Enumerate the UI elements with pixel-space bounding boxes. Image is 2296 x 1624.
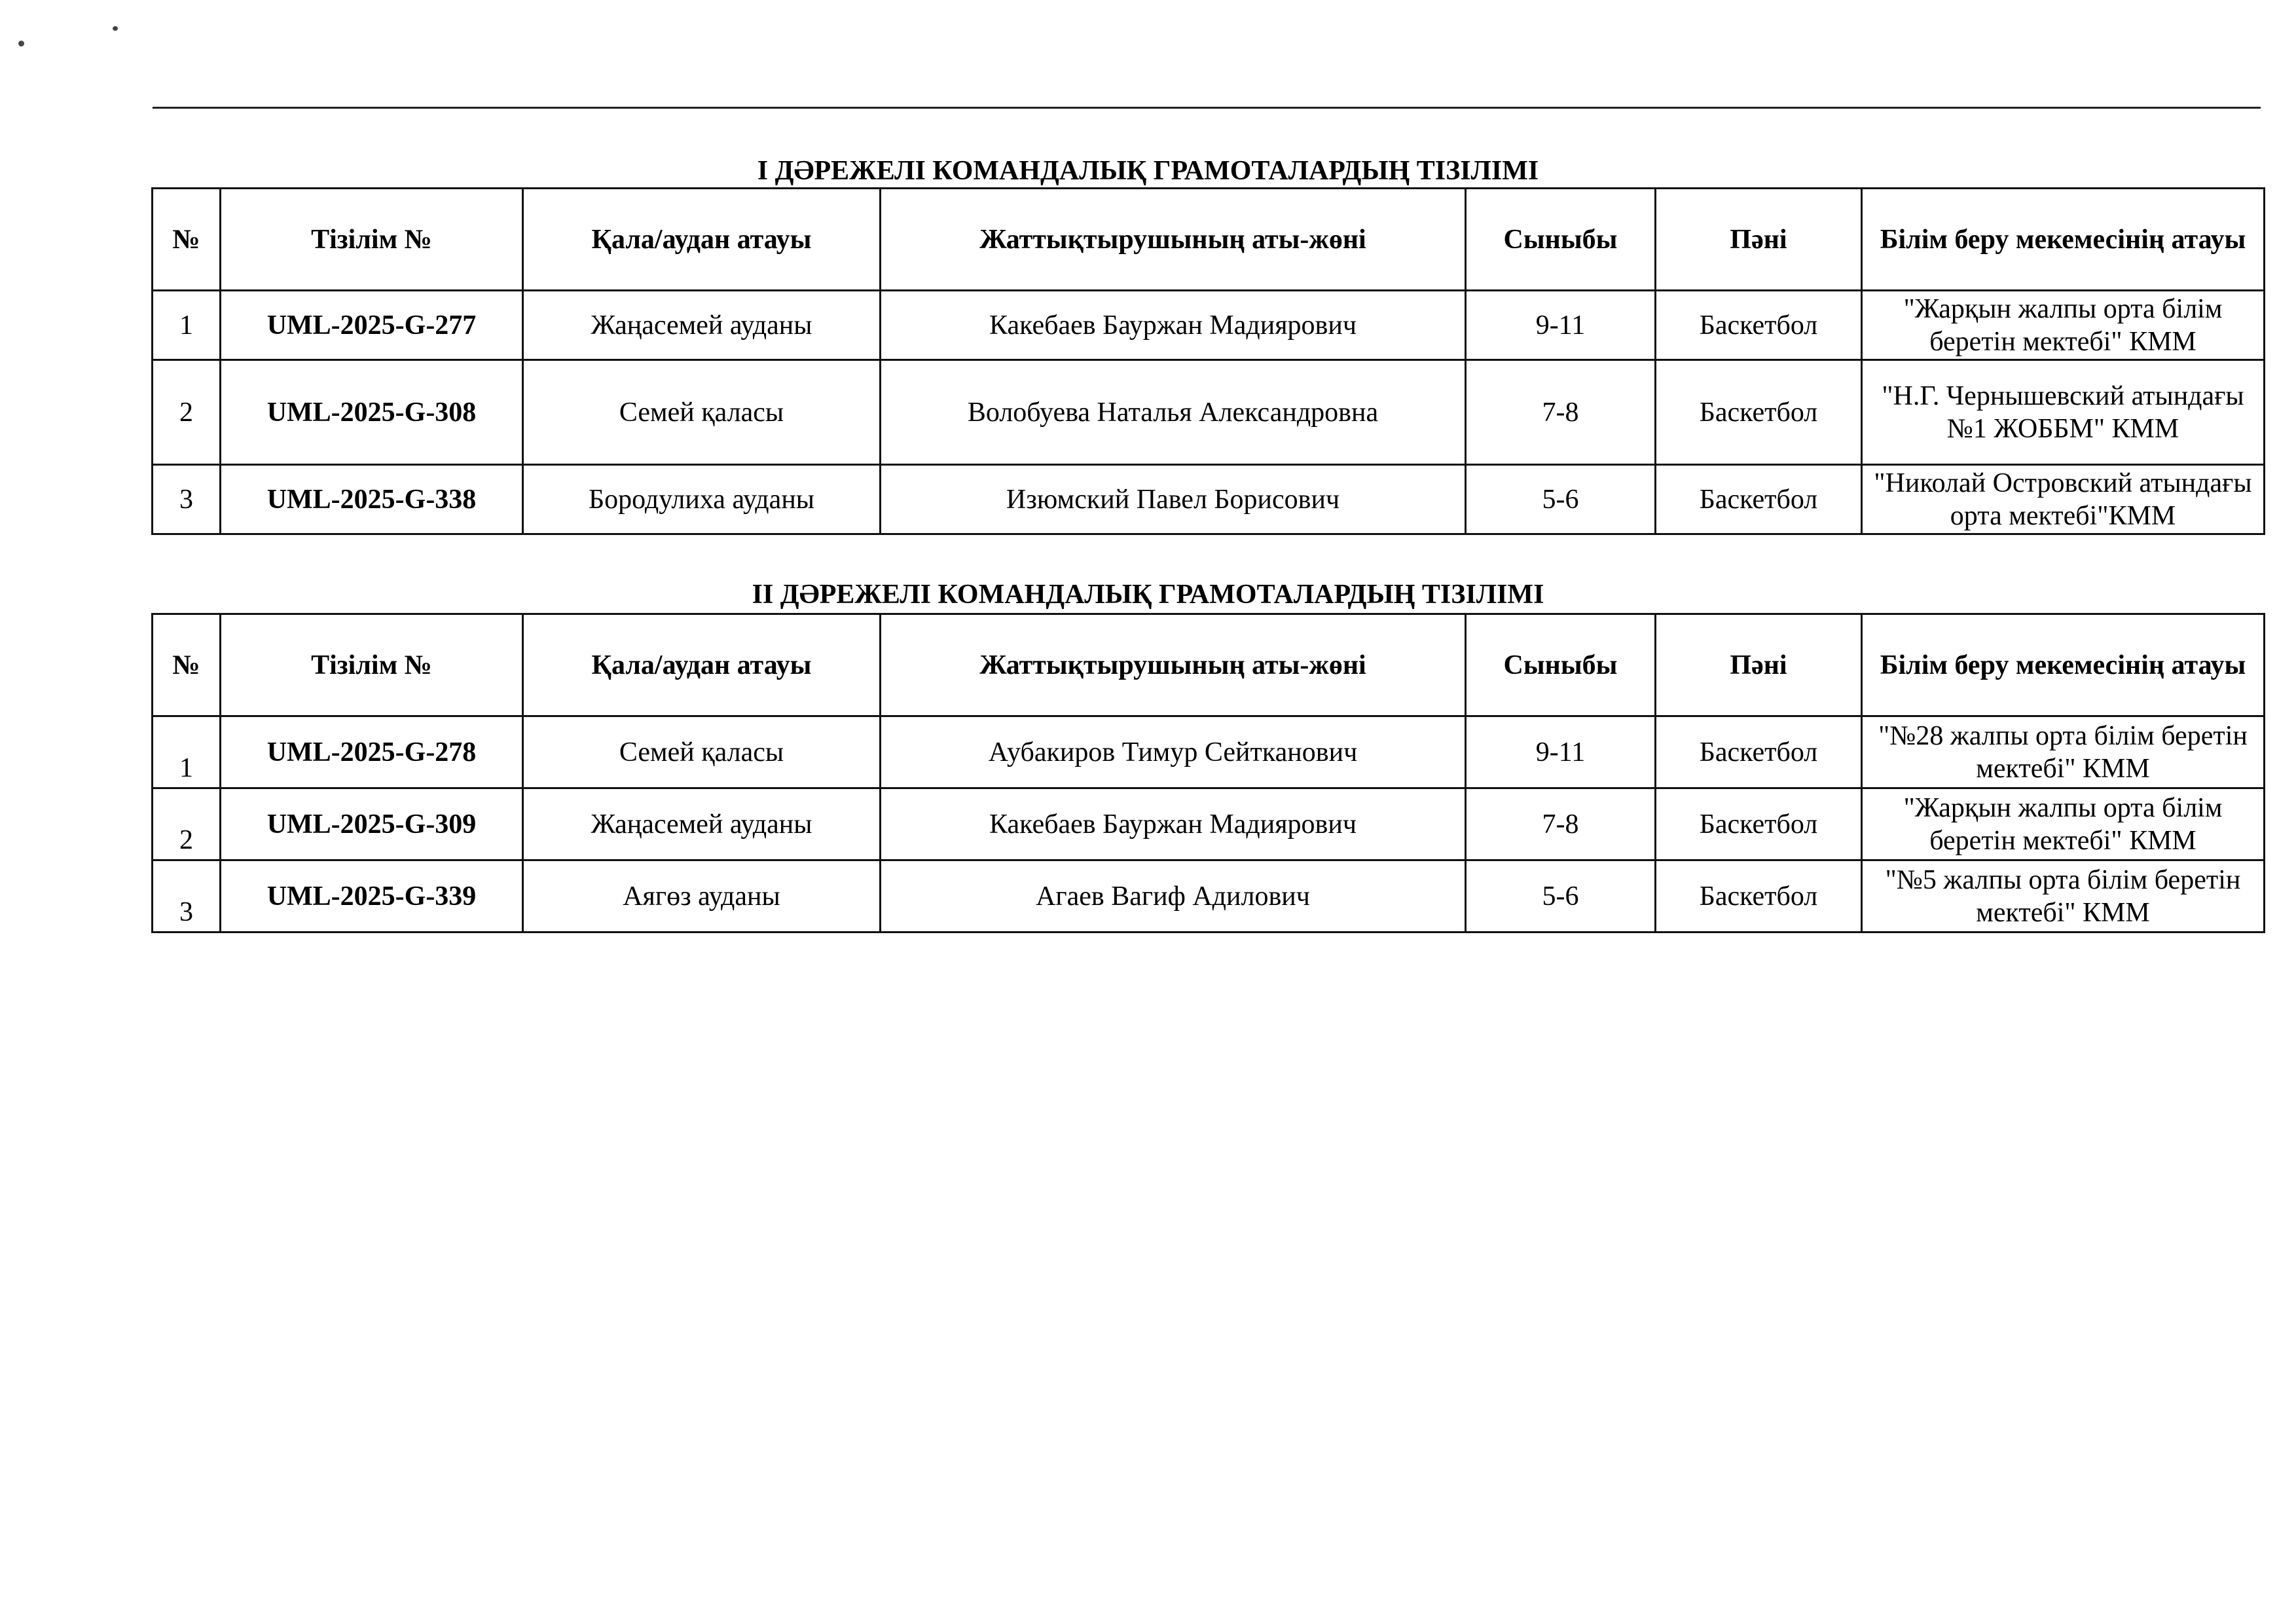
table-row: [153, 860, 2265, 932]
cell-district: Бородулиха ауданы: [523, 465, 881, 534]
header-grade: Сыныбы: [1466, 614, 1656, 716]
table-row: [153, 788, 2265, 860]
cell-coach: Аубакиров Тимур Сейтканович: [881, 716, 1466, 788]
cell-subject: Баскетбол: [1656, 788, 1862, 860]
cell-subject: Баскетбол: [1656, 860, 1862, 932]
header-subject: Пәні: [1656, 189, 1862, 291]
header-school: Білім беру мекемесінің атауы: [1862, 614, 2265, 716]
cell-school: "Жарқын жалпы орта білім беретін мектебі" КММ: [1862, 291, 2265, 360]
header-register-no: Тізілім №: [221, 614, 523, 716]
cell-district: Семей қаласы: [523, 360, 881, 465]
header-subject: Пәні: [1656, 614, 1862, 716]
table-header-row: [153, 614, 2265, 716]
cell-school: "Николай Островский атындағы орта мектебі"КММ: [1862, 465, 2265, 534]
table-row: [153, 360, 2265, 465]
table-row: [153, 716, 2265, 788]
header-register-no: Тізілім №: [221, 189, 523, 291]
header-number: №: [153, 189, 221, 291]
register-table-1: [151, 187, 2265, 535]
cell-number: 1: [153, 291, 221, 360]
cell-register-no: UML-2025-G-309: [221, 788, 523, 860]
cell-subject: Баскетбол: [1656, 465, 1862, 534]
cell-school: "Жарқын жалпы орта білім беретін мектебі" КММ: [1862, 788, 2265, 860]
cell-grade: 7-8: [1466, 788, 1656, 860]
cell-register-no: UML-2025-G-338: [221, 465, 523, 534]
cell-coach: Изюмский Павел Борисович: [881, 465, 1466, 534]
cell-district: Жаңасемей ауданы: [523, 788, 881, 860]
cell-number: 3: [153, 465, 221, 534]
cell-register-no: UML-2025-G-278: [221, 716, 523, 788]
cell-subject: Баскетбол: [1656, 360, 1862, 465]
cell-number: 1: [153, 716, 221, 788]
cell-grade: 5-6: [1466, 465, 1656, 534]
cell-school: "№5 жалпы орта білім беретін мектебі" КММ: [1862, 860, 2265, 932]
cell-district: Аягөз ауданы: [523, 860, 881, 932]
cell-subject: Баскетбол: [1656, 291, 1862, 360]
table-header-row: [153, 189, 2265, 291]
cell-register-no: UML-2025-G-339: [221, 860, 523, 932]
cell-grade: 7-8: [1466, 360, 1656, 465]
cell-coach: Какебаев Бауржан Мадиярович: [881, 788, 1466, 860]
cell-coach: Агаев Вагиф Адилович: [881, 860, 1466, 932]
cell-number: 3: [153, 860, 221, 932]
register-table-2: [151, 613, 2265, 933]
cell-coach: Какебаев Бауржан Мадиярович: [881, 291, 1466, 360]
scan-speck: [113, 26, 118, 31]
cell-grade: 5-6: [1466, 860, 1656, 932]
cell-district: Семей қаласы: [523, 716, 881, 788]
table-row: [153, 465, 2265, 534]
section-title-1: І ДӘРЕЖЕЛІ КОМАНДАЛЫҚ ГРАМОТАЛАРДЫҢ ТІЗІЛІМІ: [757, 156, 1539, 186]
header-coach: Жаттықтырушының аты-жөні: [881, 189, 1466, 291]
cell-grade: 9-11: [1466, 291, 1656, 360]
section-title-2: ІІ ДӘРЕЖЕЛІ КОМАНДАЛЫҚ ГРАМОТАЛАРДЫҢ ТІЗІЛІМІ: [752, 580, 1544, 610]
header-grade: Сыныбы: [1466, 189, 1656, 291]
scan-speck: [18, 41, 24, 46]
cell-number: 2: [153, 788, 221, 860]
cell-district: Жаңасемей ауданы: [523, 291, 881, 360]
header-school: Білім беру мекемесінің атауы: [1862, 189, 2265, 291]
cell-number: 2: [153, 360, 221, 465]
cell-register-no: UML-2025-G-308: [221, 360, 523, 465]
header-rule: [153, 107, 2261, 109]
cell-school: "№28 жалпы орта білім беретін мектебі" КММ: [1862, 716, 2265, 788]
cell-coach: Волобуева Наталья Александровна: [881, 360, 1466, 465]
table-row: [153, 291, 2265, 360]
header-district: Қала/аудан атауы: [523, 614, 881, 716]
cell-school: "Н.Г. Чернышевский атындағы №1 ЖОББМ" КММ: [1862, 360, 2265, 465]
cell-register-no: UML-2025-G-277: [221, 291, 523, 360]
header-district: Қала/аудан атауы: [523, 189, 881, 291]
cell-subject: Баскетбол: [1656, 716, 1862, 788]
header-coach: Жаттықтырушының аты-жөні: [881, 614, 1466, 716]
cell-grade: 9-11: [1466, 716, 1656, 788]
header-number: №: [153, 614, 221, 716]
